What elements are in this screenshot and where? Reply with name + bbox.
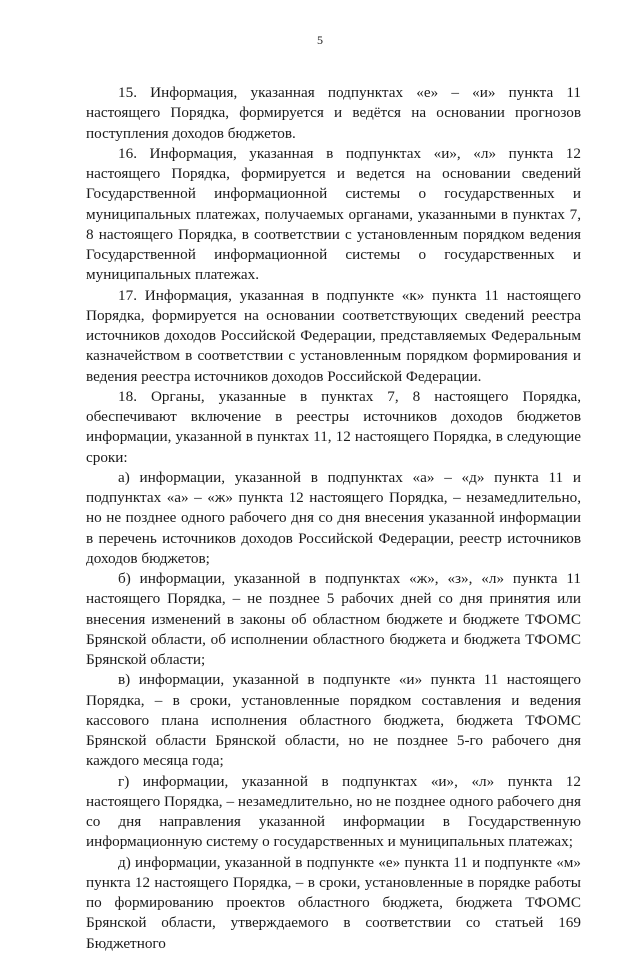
paragraph-18-v: в) информации, указанной в подпункте «и» пункта 11 настоящего Порядка, – в сроки, установленные порядком составления и ведения кассового плана исполнения областного бюджета, бюджета ТФОМС Брянской области Брянской области, но не позднее 5-го рабочего дня каждого месяца года; (86, 671, 581, 770)
document-body (86, 83, 581, 954)
paragraph-18-a: а) информации, указанной в подпунктах «а» – «д» пункта 11 и подпунктах «а» – «ж» пункта 12 настоящего Порядка, – незамедлительно, но не позднее одного рабочего дня со дня внесения указанной информации в перечень источников доходов Российской Федерации, реестр источников доходов бюджетов; (86, 468, 581, 567)
page-number: 5 (317, 33, 323, 47)
paragraph-16: 16. Информация, указанная в подпунктах «и», «л» пункта 12 настоящего Порядка, формируется и ведется на основании сведений Государственной информационной системы о государственных и муниципальных платежах, получаемых органами, указанными в пунктах 7, 8 настоящего Порядка, в соответствии с установленным порядком ведения Государственной информационной системы о государственных и муниципальных платежах. (86, 144, 581, 284)
paragraph-15: 15. Информация, указанная подпунктах «е» – «и» пункта 11 настоящего Порядка, формируется и ведётся на основании прогнозов поступления доходов бюджетов. (86, 84, 581, 142)
paragraph-18-b: б) информации, указанной в подпунктах «ж», «з», «л» пункта 11 настоящего Порядка, – не позднее 5 рабочих дней со дня принятия или внесения изменений в законы об областном бюджете и бюджете ТФОМС Брянской области, об исполнении областного бюджета и бюджета ТФОМС Брянской области; (86, 570, 581, 668)
paragraph-18-d: д) информации, указанной в подпункте «е» пункта 11 и подпункте «м» пункта 12 настоящего Порядка, – в сроки, установленные в порядке работы по формированию проектов областного бюджета, бюджета ТФОМС Брянской области, утверждаемого в соответствии со статьей 169 Бюджетного (86, 853, 581, 952)
paragraph-17: 17. Информация, указанная в подпункте «к» пункта 11 настоящего Порядка, формируется на основании соответствующих сведений реестра источников доходов Российской Федерации, представляемых Федеральным казначейством в соответствии с установленным порядком формирования и ведения реестра источников доходов Российской Федерации. (86, 286, 581, 385)
paragraph-18: 18. Органы, указанные в пунктах 7, 8 настоящего Порядка, обеспечивают включение в реестры источников доходов бюджетов информации, указанной в пунктах 11, 12 настоящего Порядка, в следующие сроки: (86, 387, 581, 466)
paragraph-18-g: г) информации, указанной в подпунктах «и», «л» пункта 12 настоящего Порядка, – незамедлительно, но не позднее одного рабочего дня со дня направления указанной информации в Государственную информационную систему о государственных и муниципальных платежах; (86, 772, 581, 851)
